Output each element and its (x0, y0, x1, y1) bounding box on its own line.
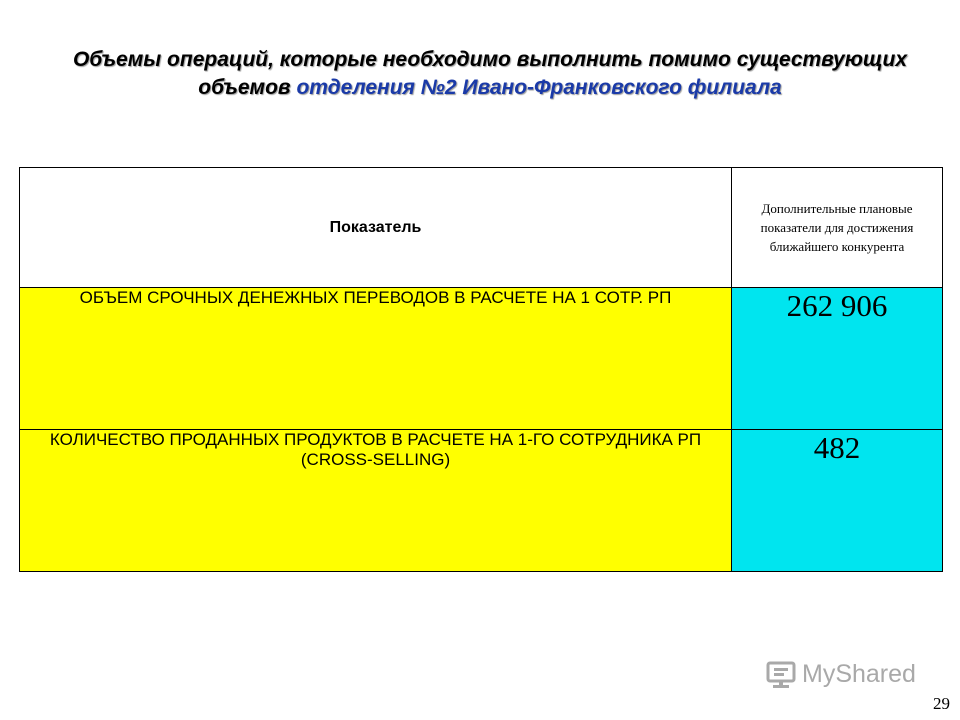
table-row (20, 430, 943, 572)
slide-title-highlight: отделения №2 Ивано-Франковского филиала (296, 76, 782, 99)
table-header-row (20, 168, 943, 288)
watermark-text: MyShared (802, 659, 916, 688)
indicators-table (19, 167, 943, 572)
header-indicator: Показатель (20, 168, 732, 288)
row-indicator: КОЛИЧЕСТВО ПРОДАННЫХ ПРОДУКТОВ В РАСЧЕТЕ НА 1-ГО СОТРУДНИКА РП (CROSS-SELLING) (20, 430, 732, 572)
row-value: 262 906 (732, 288, 943, 430)
table-row (20, 288, 943, 430)
watermark (766, 656, 916, 692)
row-value: 482 (732, 430, 943, 572)
row-indicator: ОБЪЕМ СРОЧНЫХ ДЕНЕЖНЫХ ПЕРЕВОДОВ В РАСЧЕТЕ НА 1 СОТР. РП (20, 288, 732, 430)
presentation-board-icon (766, 659, 796, 689)
slide-title (60, 46, 920, 102)
header-value: Дополнительные плановые показатели для достижения ближайшего конкурента (732, 168, 943, 288)
slide-title-part1: Объемы операций, которые необходимо выполнить помимо существующих объемов (72, 48, 908, 99)
page-number: 29 (933, 694, 950, 713)
